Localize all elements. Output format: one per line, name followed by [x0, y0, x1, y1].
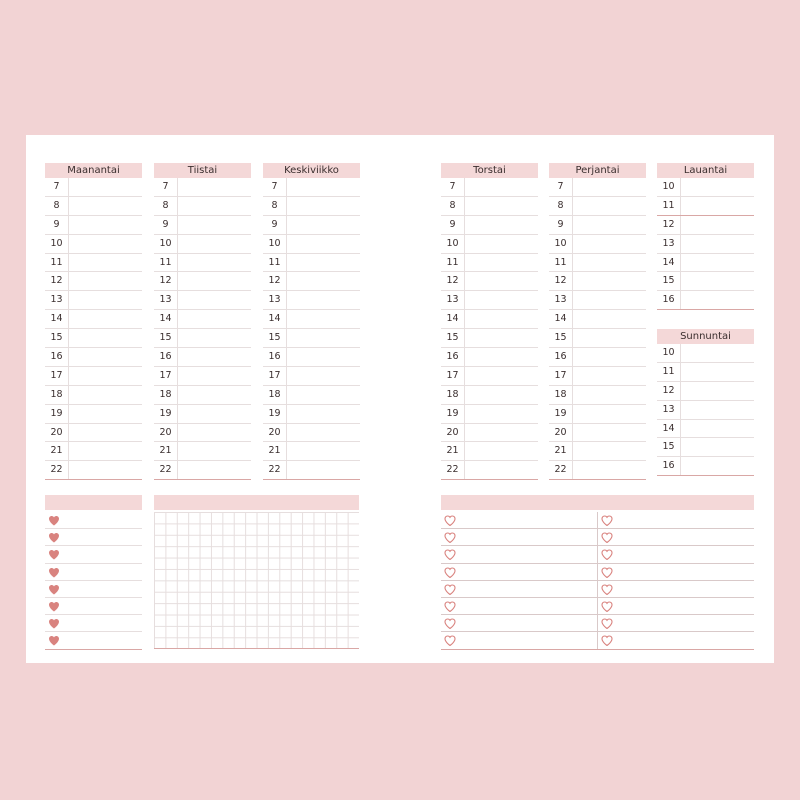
hour-slot[interactable]	[263, 197, 360, 216]
hour-label: 17	[441, 367, 465, 385]
checklist-item[interactable]	[45, 546, 142, 563]
hour-label: 22	[154, 461, 178, 479]
heart-outline-icon[interactable]	[444, 584, 456, 595]
day-header: Perjantai	[549, 163, 646, 178]
hour-slot[interactable]	[549, 235, 646, 254]
hour-slot[interactable]	[657, 291, 754, 310]
hour-slot[interactable]	[549, 424, 646, 443]
hour-slot[interactable]	[154, 216, 251, 235]
checklist-header	[45, 495, 142, 510]
hour-slot[interactable]	[441, 461, 538, 480]
heart-outline-icon[interactable]	[444, 618, 456, 629]
hour-slot[interactable]	[657, 457, 754, 476]
hour-slot[interactable]	[441, 424, 538, 443]
hour-label: 11	[549, 254, 573, 272]
hour-slot[interactable]	[549, 348, 646, 367]
day-header: Torstai	[441, 163, 538, 178]
hour-list	[657, 344, 754, 476]
hour-label: 19	[263, 405, 287, 423]
hour-label: 8	[154, 197, 178, 215]
hour-slot[interactable]	[45, 405, 142, 424]
hour-slot[interactable]	[45, 442, 142, 461]
hour-slot[interactable]	[441, 386, 538, 405]
todo-row[interactable]	[441, 546, 754, 563]
hour-label: 17	[549, 367, 573, 385]
hour-label: 21	[263, 442, 287, 460]
heart-filled-icon[interactable]	[48, 584, 60, 595]
hour-slot[interactable]	[549, 461, 646, 480]
hour-label: 22	[45, 461, 69, 479]
hour-slot[interactable]	[441, 405, 538, 424]
heart-outline-icon[interactable]	[444, 567, 456, 578]
day-header: Sunnuntai	[657, 329, 754, 344]
hour-slot[interactable]	[263, 178, 360, 197]
hour-label: 10	[45, 235, 69, 253]
hour-label: 15	[657, 272, 681, 290]
hour-label: 13	[154, 291, 178, 309]
hour-label: 18	[45, 386, 69, 404]
hour-label: 19	[441, 405, 465, 423]
hour-slot[interactable]	[657, 235, 754, 254]
heart-outline-icon[interactable]	[601, 618, 613, 629]
hour-slot[interactable]	[441, 442, 538, 461]
checklist-item[interactable]	[45, 564, 142, 581]
hour-label: 12	[263, 272, 287, 290]
heart-filled-icon[interactable]	[48, 618, 60, 629]
hour-label: 12	[549, 272, 573, 290]
todo-row[interactable]	[441, 632, 754, 649]
hour-slot[interactable]	[441, 216, 538, 235]
hour-label: 16	[657, 291, 681, 309]
hour-label: 7	[549, 178, 573, 196]
day-column-maanantai	[45, 163, 142, 480]
hour-slot[interactable]	[45, 329, 142, 348]
column-divider	[597, 581, 598, 597]
hour-slot[interactable]	[549, 197, 646, 216]
hour-list	[441, 178, 538, 480]
heart-outline-icon[interactable]	[601, 567, 613, 578]
heart-filled-icon[interactable]	[48, 601, 60, 612]
hour-label: 20	[441, 424, 465, 442]
hour-label: 11	[45, 254, 69, 272]
hour-slot[interactable]	[657, 216, 754, 235]
day-column-keskiviikko	[263, 163, 360, 480]
hour-slot[interactable]	[441, 348, 538, 367]
hour-slot[interactable]	[657, 382, 754, 401]
hour-label: 11	[657, 363, 681, 381]
hour-label: 14	[549, 310, 573, 328]
hour-label: 7	[441, 178, 465, 196]
hour-label: 14	[657, 420, 681, 438]
hour-label: 16	[441, 348, 465, 366]
hour-slot[interactable]	[263, 442, 360, 461]
hour-label: 19	[154, 405, 178, 423]
heart-filled-icon[interactable]	[48, 567, 60, 578]
hour-slot[interactable]	[657, 254, 754, 273]
heart-filled-icon[interactable]	[48, 549, 60, 560]
hour-label: 10	[263, 235, 287, 253]
hour-label: 14	[263, 310, 287, 328]
heart-outline-icon[interactable]	[444, 601, 456, 612]
hour-slot[interactable]	[45, 386, 142, 405]
hour-label: 13	[657, 401, 681, 419]
hour-slot[interactable]	[263, 461, 360, 480]
hour-slot[interactable]	[441, 272, 538, 291]
column-divider	[597, 512, 598, 528]
hour-slot[interactable]	[549, 442, 646, 461]
todo-row[interactable]	[441, 581, 754, 598]
hour-slot[interactable]	[154, 291, 251, 310]
day-column-sunnuntai	[657, 329, 754, 476]
hour-label: 11	[154, 254, 178, 272]
hour-slot[interactable]	[441, 329, 538, 348]
checklist-item[interactable]	[45, 615, 142, 632]
hour-label: 15	[154, 329, 178, 347]
grid-notes-header	[154, 495, 359, 510]
hour-label: 13	[45, 291, 69, 309]
hour-label: 9	[45, 216, 69, 234]
hour-label: 10	[549, 235, 573, 253]
hour-slot[interactable]	[441, 310, 538, 329]
hour-label: 11	[657, 197, 681, 215]
hour-slot[interactable]	[263, 424, 360, 443]
hour-slot[interactable]	[263, 329, 360, 348]
hour-label: 17	[154, 367, 178, 385]
day-header: Maanantai	[45, 163, 142, 178]
hour-slot[interactable]	[263, 386, 360, 405]
hour-slot[interactable]	[45, 348, 142, 367]
hour-label: 21	[549, 442, 573, 460]
todo-row[interactable]	[441, 615, 754, 632]
todo-list	[441, 512, 754, 650]
hour-label: 8	[263, 197, 287, 215]
todo-row[interactable]	[441, 512, 754, 529]
hour-label: 17	[45, 367, 69, 385]
hour-slot[interactable]	[441, 367, 538, 386]
hour-slot[interactable]	[263, 310, 360, 329]
hour-slot[interactable]	[45, 461, 142, 480]
hour-label: 11	[441, 254, 465, 272]
hour-slot[interactable]	[45, 291, 142, 310]
hour-label: 9	[549, 216, 573, 234]
heart-outline-icon[interactable]	[601, 635, 613, 646]
hour-label: 10	[657, 178, 681, 196]
hour-label: 15	[45, 329, 69, 347]
hour-label: 18	[263, 386, 287, 404]
hour-label: 13	[549, 291, 573, 309]
hour-slot[interactable]	[263, 272, 360, 291]
heart-checklist	[45, 512, 142, 650]
checklist-item[interactable]	[45, 529, 142, 546]
hour-slot[interactable]	[657, 272, 754, 291]
hour-label: 16	[657, 457, 681, 475]
hour-slot[interactable]	[263, 405, 360, 424]
hour-label: 10	[441, 235, 465, 253]
hour-slot[interactable]	[657, 197, 754, 216]
hour-slot[interactable]	[549, 216, 646, 235]
hour-slot[interactable]	[441, 291, 538, 310]
hour-slot[interactable]	[549, 367, 646, 386]
hour-label: 18	[441, 386, 465, 404]
hour-label: 10	[154, 235, 178, 253]
hour-slot[interactable]	[549, 272, 646, 291]
hour-label: 17	[263, 367, 287, 385]
hour-label: 9	[263, 216, 287, 234]
hour-slot[interactable]	[45, 178, 142, 197]
hour-slot[interactable]	[45, 310, 142, 329]
hour-label: 8	[45, 197, 69, 215]
heart-outline-icon[interactable]	[444, 532, 456, 543]
hour-slot[interactable]	[45, 367, 142, 386]
hour-label: 19	[45, 405, 69, 423]
heart-outline-icon[interactable]	[601, 601, 613, 612]
hour-slot[interactable]	[549, 310, 646, 329]
day-header: Lauantai	[657, 163, 754, 178]
hour-slot[interactable]	[154, 329, 251, 348]
column-divider	[597, 564, 598, 580]
hour-slot[interactable]	[45, 254, 142, 273]
hour-label: 19	[549, 405, 573, 423]
hour-slot[interactable]	[549, 405, 646, 424]
checklist-item[interactable]	[45, 581, 142, 598]
heart-outline-icon[interactable]	[444, 549, 456, 560]
heart-filled-icon[interactable]	[48, 635, 60, 646]
hour-label: 14	[154, 310, 178, 328]
hour-slot[interactable]	[154, 348, 251, 367]
hour-slot[interactable]	[45, 216, 142, 235]
todo-row[interactable]	[441, 598, 754, 615]
hour-slot[interactable]	[154, 405, 251, 424]
hour-list	[45, 178, 142, 480]
heart-filled-icon[interactable]	[48, 532, 60, 543]
hour-slot[interactable]	[441, 254, 538, 273]
column-divider	[597, 632, 598, 648]
heart-outline-icon[interactable]	[601, 549, 613, 560]
hour-label: 14	[45, 310, 69, 328]
hour-label: 22	[441, 461, 465, 479]
hour-label: 12	[45, 272, 69, 290]
hour-label: 9	[154, 216, 178, 234]
heart-filled-icon[interactable]	[48, 515, 60, 526]
hour-slot[interactable]	[441, 197, 538, 216]
day-column-perjantai	[549, 163, 646, 480]
column-divider	[597, 598, 598, 614]
hour-slot[interactable]	[263, 216, 360, 235]
hour-slot[interactable]	[441, 178, 538, 197]
hour-slot[interactable]	[441, 235, 538, 254]
todo-row[interactable]	[441, 564, 754, 581]
hour-slot[interactable]	[154, 442, 251, 461]
todo-row[interactable]	[441, 529, 754, 546]
hour-slot[interactable]	[657, 344, 754, 363]
hour-label: 21	[154, 442, 178, 460]
hour-slot[interactable]	[657, 363, 754, 382]
hour-label: 21	[441, 442, 465, 460]
column-divider	[597, 529, 598, 545]
hour-list	[263, 178, 360, 480]
hour-label: 10	[657, 344, 681, 362]
hour-list	[154, 178, 251, 480]
hour-slot[interactable]	[549, 254, 646, 273]
hour-label: 12	[657, 382, 681, 400]
hour-label: 16	[154, 348, 178, 366]
hour-label: 11	[263, 254, 287, 272]
heart-outline-icon[interactable]	[601, 515, 613, 526]
hour-label: 21	[45, 442, 69, 460]
hour-slot[interactable]	[263, 254, 360, 273]
planner-spread	[26, 135, 774, 663]
column-divider	[597, 615, 598, 631]
hour-slot[interactable]	[45, 272, 142, 291]
hour-label: 14	[441, 310, 465, 328]
hour-label: 18	[549, 386, 573, 404]
hour-slot[interactable]	[154, 367, 251, 386]
hour-label: 13	[441, 291, 465, 309]
day-column-torstai	[441, 163, 538, 480]
hour-label: 8	[441, 197, 465, 215]
heart-outline-icon[interactable]	[444, 635, 456, 646]
hour-label: 8	[549, 197, 573, 215]
hour-slot[interactable]	[154, 254, 251, 273]
hour-label: 15	[263, 329, 287, 347]
hour-slot[interactable]	[657, 178, 754, 197]
hour-slot[interactable]	[657, 401, 754, 420]
hour-label: 13	[657, 235, 681, 253]
hour-label: 7	[45, 178, 69, 196]
hour-slot[interactable]	[549, 386, 646, 405]
hour-label: 16	[549, 348, 573, 366]
day-header: Tiistai	[154, 163, 251, 178]
hour-label: 13	[263, 291, 287, 309]
hour-slot[interactable]	[154, 197, 251, 216]
grid-notes-area[interactable]	[154, 512, 359, 649]
hour-slot[interactable]	[549, 291, 646, 310]
hour-label: 16	[45, 348, 69, 366]
hour-label: 20	[45, 424, 69, 442]
hour-label: 14	[657, 254, 681, 272]
todo-list-header	[441, 495, 754, 510]
hour-label: 20	[263, 424, 287, 442]
heart-outline-icon[interactable]	[601, 584, 613, 595]
day-column-tiistai	[154, 163, 251, 480]
column-divider	[597, 546, 598, 562]
hour-slot[interactable]	[263, 367, 360, 386]
hour-slot[interactable]	[549, 178, 646, 197]
hour-slot[interactable]	[45, 424, 142, 443]
hour-slot[interactable]	[154, 178, 251, 197]
hour-label: 20	[549, 424, 573, 442]
hour-slot[interactable]	[45, 197, 142, 216]
hour-label: 15	[657, 438, 681, 456]
hour-label: 9	[441, 216, 465, 234]
hour-list	[549, 178, 646, 480]
hour-label: 22	[263, 461, 287, 479]
hour-label: 12	[657, 216, 681, 234]
hour-label: 15	[549, 329, 573, 347]
hour-slot[interactable]	[263, 235, 360, 254]
hour-slot[interactable]	[657, 420, 754, 439]
hour-slot[interactable]	[154, 424, 251, 443]
day-header: Keskiviikko	[263, 163, 360, 178]
checklist-item[interactable]	[45, 632, 142, 649]
hour-slot[interactable]	[45, 235, 142, 254]
hour-slot[interactable]	[154, 461, 251, 480]
hour-label: 15	[441, 329, 465, 347]
hour-label: 7	[263, 178, 287, 196]
hour-label: 12	[441, 272, 465, 290]
hour-slot[interactable]	[657, 438, 754, 457]
hour-slot[interactable]	[263, 291, 360, 310]
checklist-item[interactable]	[45, 598, 142, 615]
hour-label: 12	[154, 272, 178, 290]
heart-outline-icon[interactable]	[601, 532, 613, 543]
hour-slot[interactable]	[154, 386, 251, 405]
hour-label: 16	[263, 348, 287, 366]
hour-slot[interactable]	[549, 329, 646, 348]
hour-label: 22	[549, 461, 573, 479]
heart-outline-icon[interactable]	[444, 515, 456, 526]
hour-slot[interactable]	[263, 348, 360, 367]
hour-label: 20	[154, 424, 178, 442]
checklist-item[interactable]	[45, 512, 142, 529]
hour-label: 18	[154, 386, 178, 404]
hour-list	[657, 178, 754, 310]
hour-slot[interactable]	[154, 235, 251, 254]
hour-label: 7	[154, 178, 178, 196]
day-column-lauantai	[657, 163, 754, 310]
hour-slot[interactable]	[154, 310, 251, 329]
hour-slot[interactable]	[154, 272, 251, 291]
